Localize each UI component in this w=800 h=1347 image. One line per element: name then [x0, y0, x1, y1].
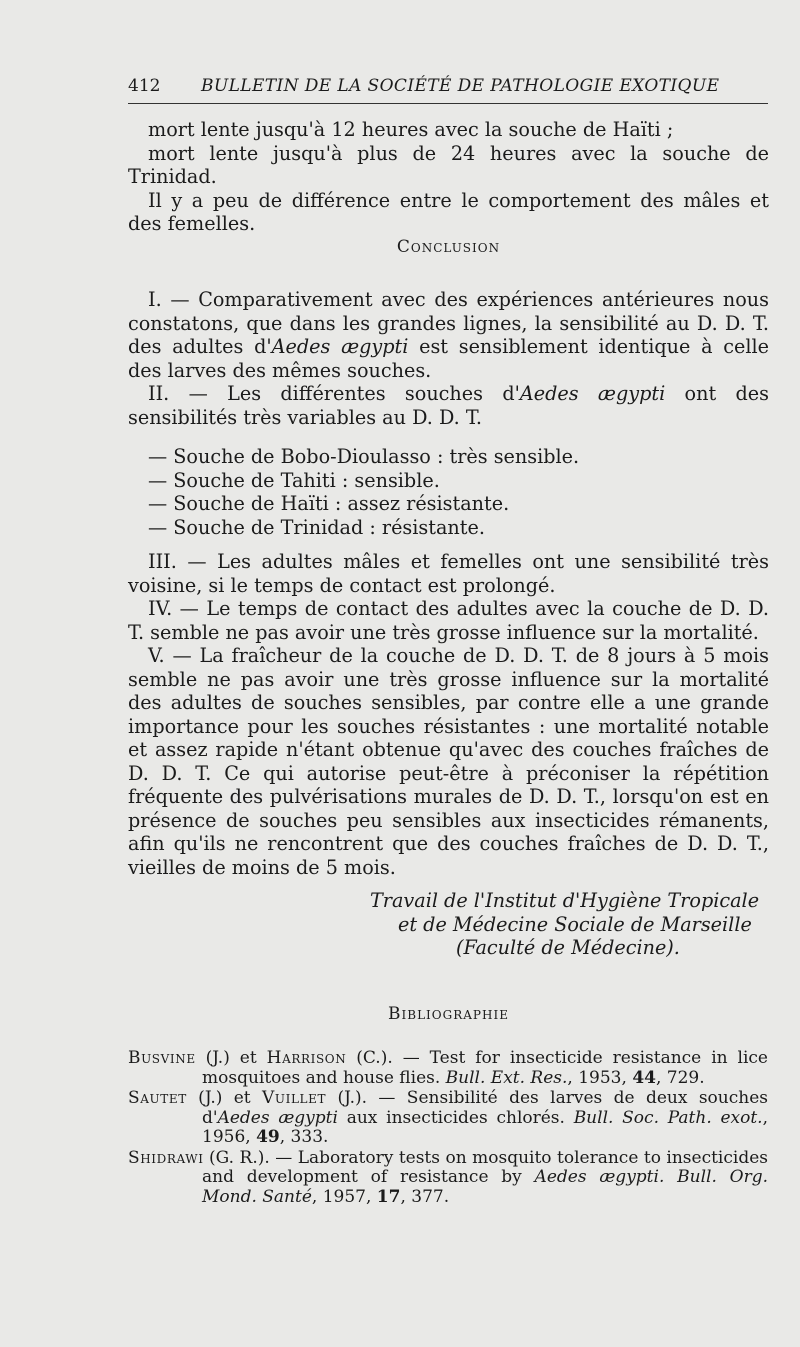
affiliation-line-3: (Faculté de Médecine).	[456, 936, 680, 959]
affiliation-line-1: Travail de l'Institut d'Hygiène Tropicale	[370, 889, 760, 912]
conclusion-heading: Conclusion	[396, 237, 501, 257]
conclusion-point-3: III. — Les adultes mâles et femelles ont une sensibilité très voisine, si le temps de contact est prolongé.	[128, 550, 769, 597]
conclusion-point-2: II. — Les différentes souches d'Aedes ægypti ont des sensibilités très variables au D. D. T.	[128, 382, 769, 429]
strain-item: — Souche de Trinidad : résistante.	[148, 515, 485, 539]
bibliography-heading: Bibliographie	[388, 1004, 509, 1024]
bibliography-heading-wrap	[128, 1003, 769, 1027]
bibliography-entry: Busvine (J.) et Harrison (C.). — Test for insecticide resistance in lice mosquitoes and house flies. Bull. Ext. Res., 1953, 44, 729.	[128, 1048, 768, 1088]
strain-item: — Souche de Bobo-Dioulasso : très sensible.	[148, 445, 580, 468]
strain-item: — Souche de Haïti : assez résistante.	[148, 492, 510, 515]
conclusion-point-4: IV. — Le temps de contact des adultes avec la couche de D. D. T. semble ne pas avoir une très grosse influence sur la mortalité.	[128, 597, 769, 644]
header-rule	[128, 103, 768, 104]
conclusion-point-1: I. — Comparativement avec des expériences antérieures nous constatons, que dans les grandes lignes, la sensibilité au D. D. T. des adultes d'Aedes ægypti est sensiblement identique à celle des larves des mêmes souches.	[128, 288, 769, 382]
affiliation-line-2: et de Médecine Sociale de Marseille	[398, 912, 752, 936]
strain-list	[128, 445, 769, 539]
conclusion-heading-wrap	[128, 236, 769, 260]
intro-block	[128, 118, 769, 236]
strain-item: — Souche de Tahiti : sensible.	[148, 468, 440, 492]
intro-line-2: mort lente jusqu'à plus de 24 heures avec la souche de Trinidad.	[128, 141, 769, 188]
bibliography-entry: Shidrawi (G. R.). — Laboratory tests on mosquito tolerance to insecticides and development of resistance by Aedes ægypti. Bull. Org. Mond. Santé, 1957, 17, 377.	[128, 1147, 768, 1207]
bibliography-list	[128, 1049, 768, 1208]
page-number: 412	[128, 76, 161, 96]
running-title: BULLETIN DE LA SOCIÉTÉ DE PATHOLOGIE EXOTIQUE	[201, 76, 720, 96]
intro-line-1: mort lente jusqu'à 12 heures avec la souche de Haïti ;	[148, 118, 674, 141]
bibliography-entry: Sautet (J.) et Vuillet (J.). — Sensibilité des larves de deux souches d'Aedes ægypti aux insecticides chlorés. Bull. Soc. Path. exot., 1956, 49, 333.	[128, 1088, 768, 1147]
conclusion-point-5: V. — La fraîcheur de la couche de D. D. T. de 8 jours à 5 mois semble ne pas avoir une très grosse influence sur la mortalité des adultes de souches sensibles, par contre elle a une grande importance pour les souches résistantes : une mortalité notable et assez rapide n'étant obtenue qu'avec des couches fraîches de D. D. T. Ce qui autorise peut-être à préconiser la répétition fréquente des pulvérisations murales de D. D. T., lorsqu'on est en présence de souches peu sensibles aux insecticides rémanents, afin qu'ils ne rencontrent que des couches fraîches de D. D. T., vieilles de moins de 5 mois.	[128, 644, 769, 879]
conclusion-body	[128, 288, 769, 429]
intro-paragraph: Il y a peu de différence entre le comportement des mâles et des femelles.	[128, 188, 769, 235]
conclusion-body-2	[128, 550, 769, 879]
page-header	[128, 76, 768, 100]
affiliation-block	[370, 889, 770, 960]
